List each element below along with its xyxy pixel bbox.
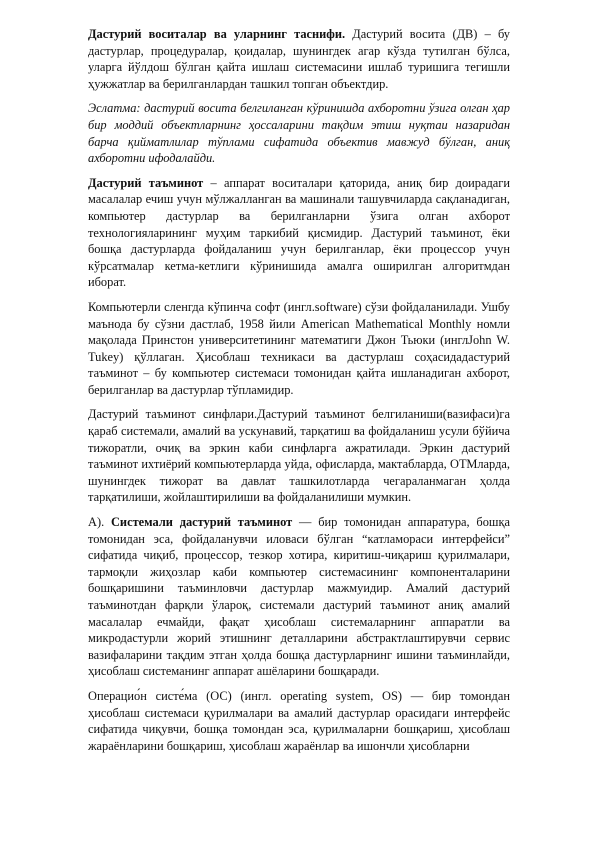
paragraph-text: Дастурий таъминот синфлари.Дастурий таъминот белгиланиши(вазифаси)га қараб системали, амалий ва ускунавий, тарқатиш ва фойдаланиш усули бўйича тижоратли, очиқ ва эркин каби синфларга ажратилади. Эркин дастурий таъминот ихтиёрий компьютерларда уйда, офисларда, мактабларда, ОТМларда, шунингдек тижорат ва давлат ташкилотларда чегараланмаган ҳолда тарқатилиши, жойлаштирилиши ва фойдаланилиши мумкин. (88, 407, 510, 505)
paragraph-software-slang (88, 299, 510, 399)
paragraph-software-definition (88, 175, 510, 291)
paragraph-text: Операцио́н систе́ма (ОС) (ингл. operating system, OS) — бир томондан ҳисоблаш системаси қурилмалари ва амалий дастурлар орасидаги интерфейс сифатида чиқувчи, бошқа томондан эса, қурилмаларни бошқариш, ҳисоблаш жараёнларини бошқариш, ҳисоблаш жараёнлар ва ишончли ҳисобларни (88, 688, 510, 753)
paragraph-text: – аппарат воситалари қаторида, аниқ бир доирадаги масалалар ечиш учун мўлжалланган ва машинали ташувчиларда сақланадиган, компьютер дастурлар ва берилганларни ўзига олган ахборот технологияларининг муҳим таркибий қисмидир. Дастурий таъминот, ёки бошқа дастурларда фойдаланиш учун берилганлар, ёки процессор учун кўрсатмалар кетма-кетлиги кўринишида амалга оширилган алгоритмдан иборат. (88, 175, 510, 290)
paragraph-text: Эслатма: дастурий восита белгиланган кўринишда ахборотни ўзига олган ҳар бир моддий объектларнинг ҳоссаларини тақдим этиш нуқтаи назаридан барча қийматлилар тўплами сифатида объектив мавжуд бўлган, аниқ ахборотни ифодалайди. (88, 101, 510, 166)
paragraph-note (88, 100, 510, 166)
paragraph-text: Компьютерли сленгда кўпинча софт (ингл.software) сўзи фойдаланилади. Ушбу маънода бу сўзни дастлаб, 1958 йили American Mathematical Monthly номли мақолада Принстон университетининг математиги Джон Тьюки (инглJohn W. Tukey) қўллаган. Ҳисоблаш техникаси ва дастурлаш соҳасидадастурий таъминот – бу компьютер системаси томонидан қайта ишланадиган ахборот, берилганлар ва дастурлар тўпламидир. (88, 299, 510, 397)
heading-term: Дастурий воситалар ва уларнинг таснифи. (88, 27, 346, 41)
paragraph-system-software (88, 514, 510, 680)
paragraph-text: — бир томонидан аппаратура, бошқа томонидан эса, фойдаланувчи иловаси бўлган “катламораси интерфейси” сифатида чиқиб, процессор, тезкор хотира, киритиш-чиқариш қурилмалари, тармоқли жиҳозлар каби компьютер системасининг компоненталарини бошқаришини таъминловчи дастурлар мажмуидир. Амалий дастурий таъминотдан фарқли ўлароқ, системали дастурий таъминот аниқ амалий масалалар ечмайди, фақат ҳисоблаш системаларнинг аппаратли ва микродастурли жорий этишнинг деталларини абстрактлаштирувчи сервис вазифаларини тақдим этган ҳолда бошқа дастурларнинг ишини таъминлайди, ҳисоблаш системанинг аппарат ашёларини бошқаради. (88, 515, 510, 679)
paragraph-operating-system (88, 688, 510, 754)
list-prefix: А). (88, 515, 111, 530)
paragraph-software-classes (88, 406, 510, 506)
paragraph-text: Дастурий восита (ДВ) – бу дастурлар, процедуралар, қоидалар, шунингдек агар кўзда тутилган бўлса, уларга йўлдош бўлган қайта ишлаш системасини ишлаб туришига тегишли ҳужжатлар ва берилганлардан ташкил топган объектдир. (88, 27, 510, 91)
paragraph-software-classification (88, 26, 510, 92)
heading-term: Дастурий таъминот (88, 175, 204, 190)
heading-term: Системали дастурий таъминот (110, 515, 293, 530)
document-page (88, 26, 510, 762)
